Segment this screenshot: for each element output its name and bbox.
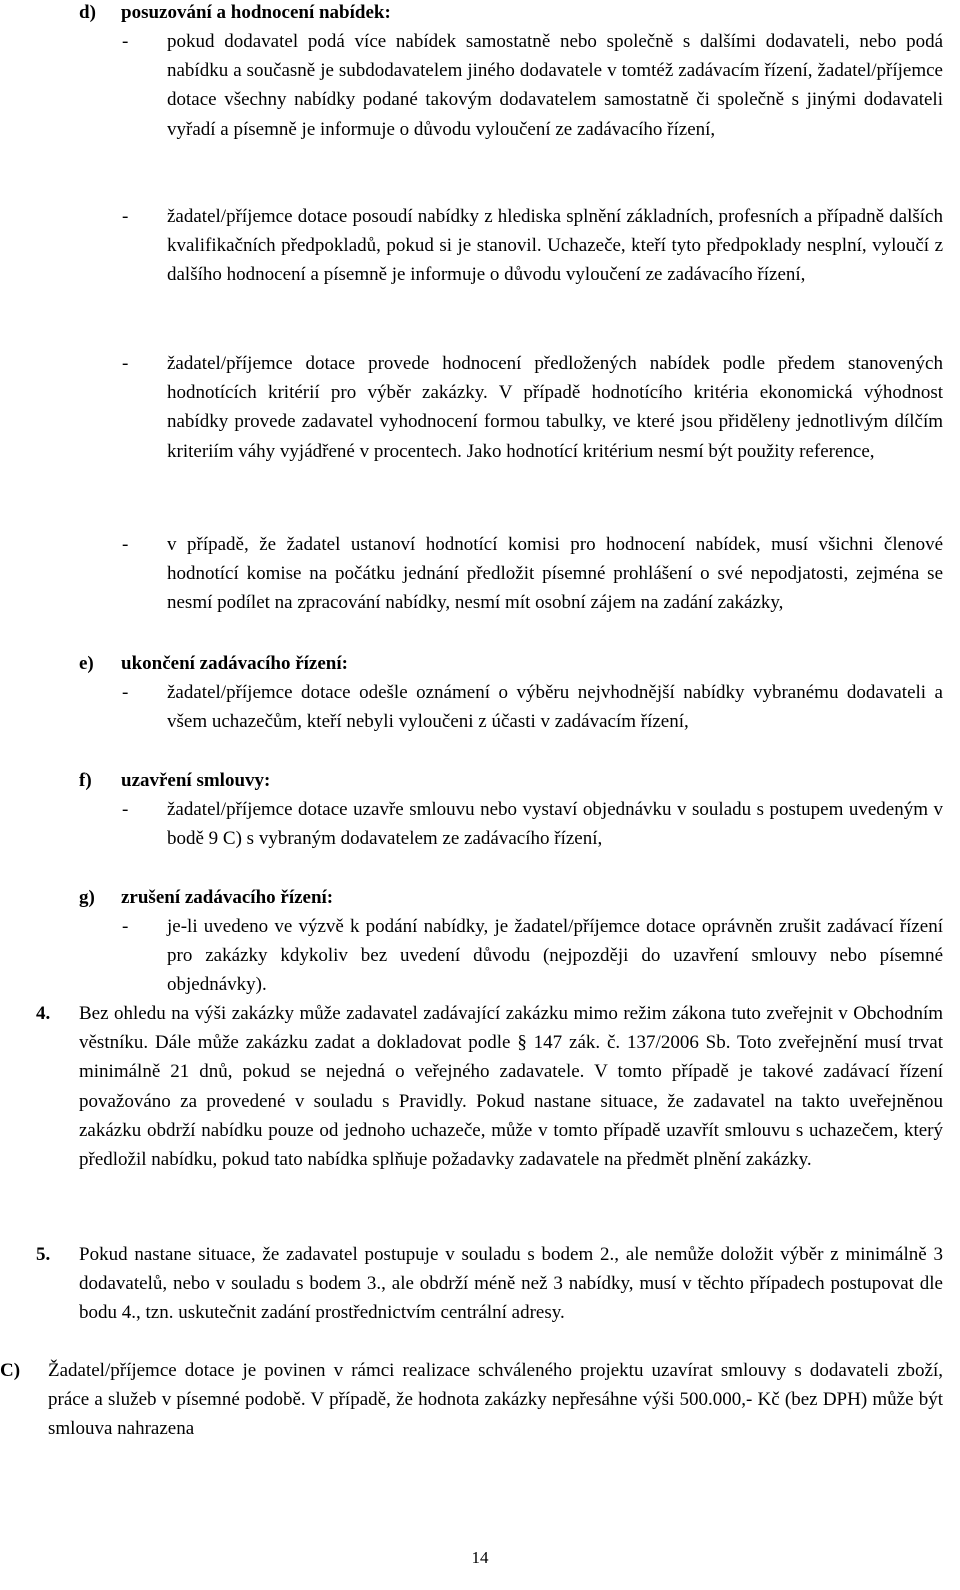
section-d-item-4 (122, 530, 943, 618)
section-f-item-1-text: žadatel/příjemce dotace uzavře smlouvu nebo vystaví objednávku v souladu s postupem uvedeným v bodě 9 C) s vybraným dodavatelem ze zadávacího řízení, (167, 799, 943, 850)
section-g-item-1 (122, 912, 943, 1000)
point-5-text: Pokud nastane situace, že zadavatel postupuje v souladu s bodem 2., ale nemůže doložit výběr z minimálně 3 dodavatelů, nebo v souladu s bodem 3., ale obdrží méně než 3 nabídky, musí v těchto případech postupovat dle bodu 4., tzn. uskutečnit zadání prostřednictvím centrální adresy. (79, 1244, 943, 1324)
section-g-item-1-text: je-li uvedeno ve výzvě k podání nabídky, je žadatel/příjemce dotace oprávněn zrušit zadávací řízení pro zakázky kdykoliv bez uvedení důvodu (nejpozději do uzavření smlouvy nebo písemné objednávky). (167, 916, 943, 996)
section-g-heading (79, 883, 333, 912)
bullet-dash: - (122, 534, 129, 555)
point-5-number: 5. (36, 1244, 51, 1265)
section-c (0, 1356, 943, 1444)
bullet-dash: - (122, 799, 129, 820)
section-c-text: Žadatel/příjemce dotace je povinen v rámci realizace schváleného projektu uzavírat smlouvy s dodavateli zboží, práce a služeb v písemné podobě. V případě, že hodnota zakázky nepřesáhne výši 500.000,- Kč (bez DPH) může být smlouva nahrazena (48, 1360, 943, 1440)
section-d-title: posuzování a hodnocení nabídek: (121, 2, 391, 23)
page-number: 14 (471, 1548, 489, 1567)
bullet-dash: - (122, 916, 129, 937)
point-5 (36, 1240, 943, 1328)
bullet-dash: - (122, 31, 129, 52)
section-e-item-1-text: žadatel/příjemce dotace odešle oznámení o výběru nejvhodnější nabídky vybranému dodavateli a všem uchazečům, kteří nebyli vyloučeni z účasti v zadávacím řízení, (167, 682, 943, 733)
point-4-text: Bez ohledu na výši zakázky může zadavatel zadávající zakázku mimo režim zákona tuto zveřejnit v Obchodním věstníku. Dále může zakázku zadat a dokladovat podle § 147 zák. č. 137/2006 Sb. Toto zveřejnění musí trvat minimálně 21 dnů, pokud se nejedná o veřejného zadavatele. V tomto případě je takové zadávací řízení považováno za provedené v souladu s Pravidly. Pokud nastane situace, že zadavatel na takto uveřejněnou zakázku obdrží nabídku pouze od jednoho uchazeče, může v tomto případě uzavřít smlouvu s uchazečem, který předložil nabídku, pokud tato nabídka splňuje požadavky zadavatele na předmět plnění zakázky. (79, 1003, 943, 1171)
point-4 (36, 999, 943, 1174)
section-d-item-3 (122, 349, 943, 466)
section-d-label: d) (79, 2, 96, 23)
section-d-item-1-text: pokud dodavatel podá více nabídek samostatně nebo společně s dalšími dodavateli, nebo podá nabídku a současně je subdodavatelem jiného dodavatele v tomtéž zadávacím řízení, žadatel/příjemce dotace všechny nabídky podané takovým dodavatelem samostatně či společně s jinými dodavateli vyřadí a písemně je informuje o důvodu vyloučení ze zadávacího řízení, (167, 31, 943, 140)
section-f-heading (79, 766, 270, 795)
section-d-item-3-text: žadatel/příjemce dotace provede hodnocení předložených nabídek podle předem stanovených hodnotících kritérií pro výběr zakázky. V případě hodnotícího kritéria ekonomická výhodnost nabídky provede zadavatel vyhodnocení formou tabulky, ve které jsou přiděleny jednotlivým dílčím kriteriím váhy vyjádřené v procentech. Jako hodnotící kritérium nesmí být použity reference, (167, 353, 943, 462)
section-c-number: C) (0, 1360, 21, 1381)
section-e-title: ukončení zadávacího řízení: (121, 653, 348, 674)
section-d-item-1 (122, 27, 943, 144)
section-f-item-1 (122, 795, 943, 853)
section-f-label: f) (79, 770, 92, 791)
section-e-item-1 (122, 678, 943, 736)
bullet-dash: - (122, 353, 129, 374)
section-g-label: g) (79, 887, 95, 908)
point-4-number: 4. (36, 1003, 51, 1024)
section-d-item-2-text: žadatel/příjemce dotace posoudí nabídky z hlediska splnění základních, profesních a případně dalších kvalifikačních předpokladů, pokud si je stanovil. Uchazeče, kteří tyto předpoklady nesplní, vyloučí z dalšího hodnocení a písemně je informuje o důvodu vyloučení ze zadávacího řízení, (167, 206, 943, 286)
section-d-item-4-text: v případě, že žadatel ustanoví hodnotící komisi pro hodnocení nabídek, musí všichni členové hodnotící komise na počátku jednání předložit písemné prohlášení o své nepodjatosti, zejména se nesmí podílet na zpracování nabídky, nesmí mít osobní zájem na zadání zakázky, (167, 534, 943, 614)
bullet-dash: - (122, 206, 129, 227)
section-d-heading (79, 0, 391, 27)
section-g-title: zrušení zadávacího řízení: (121, 887, 334, 908)
bullet-dash: - (122, 682, 129, 703)
section-f-title: uzavření smlouvy: (121, 770, 271, 791)
section-e-heading (79, 649, 348, 678)
section-d-item-2 (122, 202, 943, 290)
section-e-label: e) (79, 653, 94, 674)
